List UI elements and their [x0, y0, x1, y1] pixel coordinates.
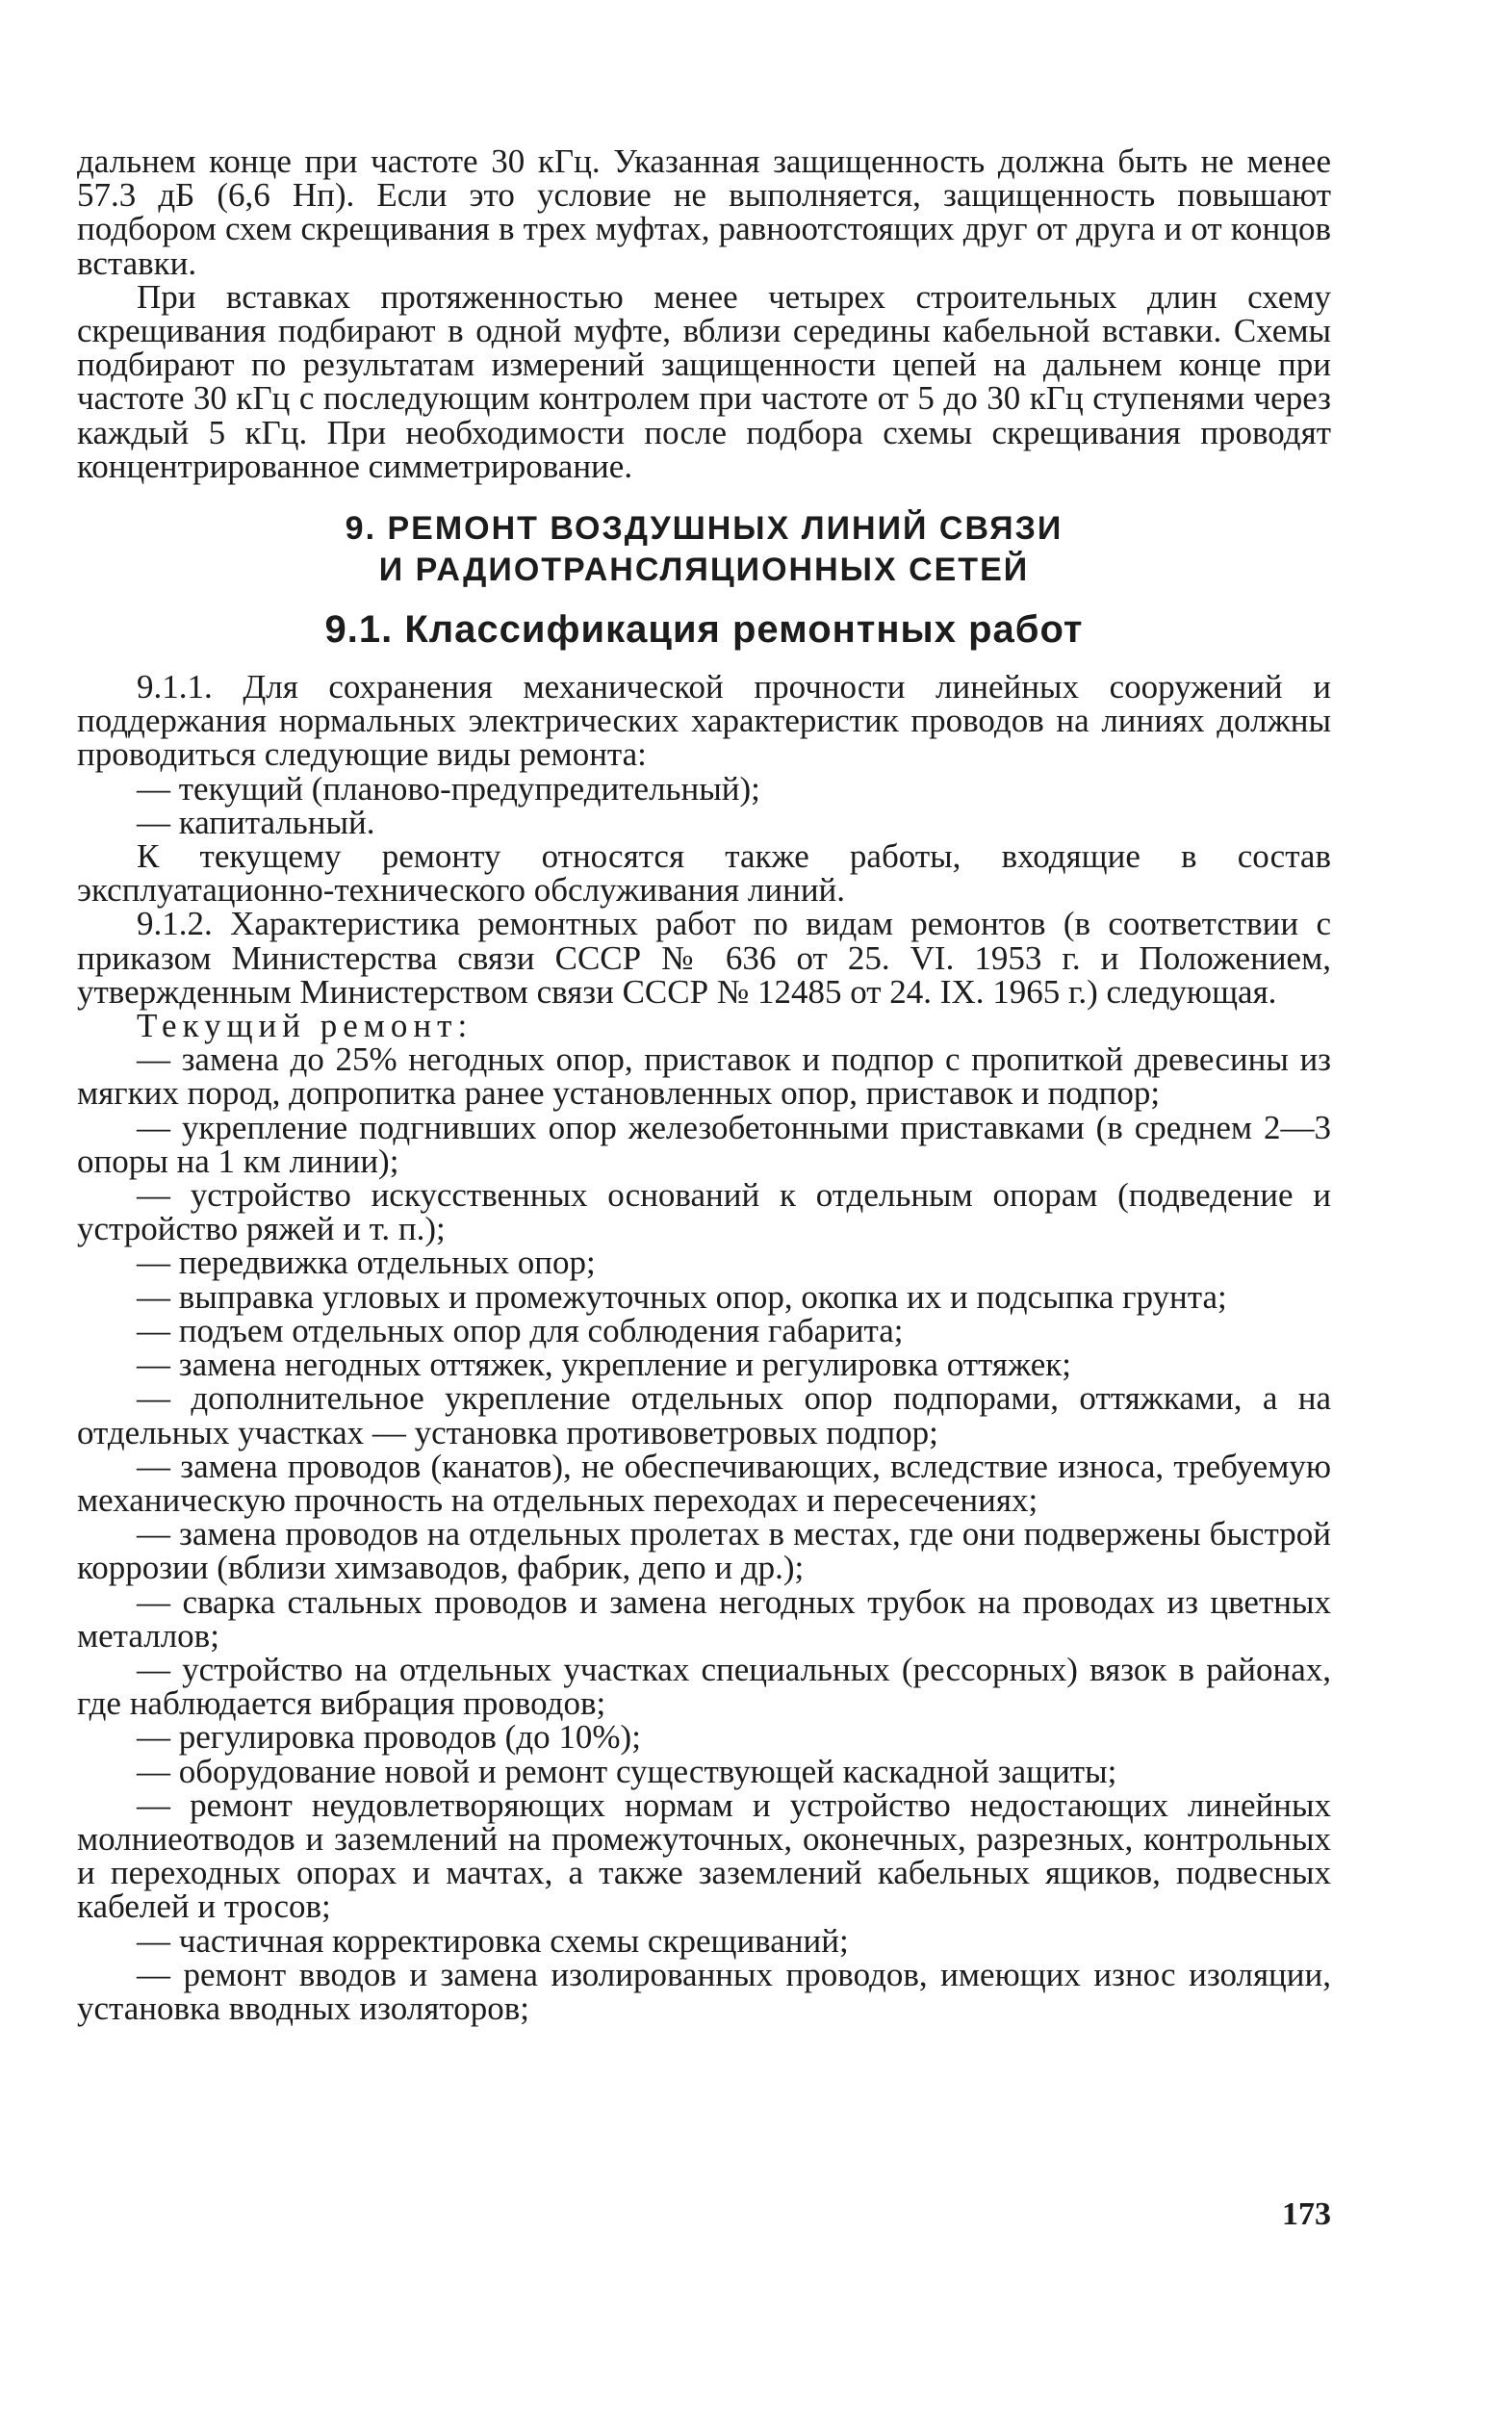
page-number: 173: [1282, 2196, 1331, 2232]
list-item: — ремонт неудовлетворяющих нормам и устройство недостающих линейных молниеотводов и заземлений на промежуточных, оконечных, разрезных, контрольных и переходных опорах и мачтах, а также заземлений кабельных ящиков, подвесных кабелей и тросов;: [77, 1785, 1331, 1926]
list-item: — дополнительное укрепление отдельных опор подпорами, оттяжками, а на отдельных участках — установка противоветровых подпор;: [77, 1379, 1331, 1451]
paragraph-current-repair-includes: К текущему ремонту относятся также работы, входящие в состав эксплуатационно-технического обслуживания линий.: [77, 837, 1331, 910]
section-title: [77, 508, 1331, 591]
section-title-line-1: 9. РЕМОНТ ВОЗДУШНЫХ ЛИНИЙ СВЯЗИ: [345, 510, 1064, 548]
list-item: — выправка угловых и промежуточных опор, окопка их и подсыпка грунта;: [137, 1277, 1227, 1316]
list-item: — устройство искусственных оснований к отдельным опорам (подведение и устройство ряжей и т. п.);: [77, 1176, 1331, 1248]
section-title-line-2: И РАДИОТРАНСЛЯЦИОННЫХ СЕТЕЙ: [378, 552, 1030, 589]
subsection-title: 9.1. Классификация ремонтных работ: [324, 608, 1084, 652]
list-item: — замена проводов (канатов), не обеспечивающих, вследствие износа, требуемую механическую прочность на отдельных переходах и пересечениях;: [77, 1447, 1331, 1519]
list-item: — частичная корректировка схемы скрещиваний;: [137, 1921, 849, 1960]
list-item: — сварка стальных проводов и замена негодных трубок на проводах из цветных металлов;: [77, 1582, 1331, 1655]
list-item-repair-type-current: — текущий (планово-предупредительный);: [137, 769, 760, 808]
list-item: — устройство на отдельных участках специальных (рессорных) вязок в районах, где наблюдается вибрация проводов;: [77, 1650, 1331, 1723]
list-item: — замена до 25% негодных опор, приставок и подпор с пропиткой древесины из мягких пород, допропитка ранее установленных опор, приставок и подпор;: [77, 1040, 1331, 1113]
current-repair-list: [77, 1042, 1331, 2025]
list-item: — регулировка проводов (до 10%);: [137, 1718, 641, 1757]
paragraph-9-1-1: 9.1.1. Для сохранения механической прочности линейных сооружений и поддержания нормальных электрических характеристик проводов на линиях должны проводиться следующие виды ремонта:: [77, 668, 1331, 774]
current-repair-label: Текущий ремонт:: [137, 1007, 474, 1045]
list-item: — передвижка отдельных опор;: [137, 1244, 596, 1282]
page-body: [77, 144, 1331, 2025]
paragraph-9-1-2: 9.1.2. Характеристика ремонтных работ по видам ремонтов (в соответствии с приказом Министерства связи СССР № 636 от 25. VI. 1953 г. и Положением, утвержденным Министерством связи СССР № 12485 от 24. IX. 1965 г.) следующая.: [77, 905, 1331, 1011]
list-item: — замена проводов на отдельных пролетах в местах, где они подвержены быстрой коррозии (вблизи химзаводов, фабрик, депо и др.);: [77, 1515, 1331, 1587]
list-item: — подъем отдельных опор для соблюдения габарита;: [137, 1311, 904, 1349]
list-item: — ремонт вводов и замена изолированных проводов, имеющих износ изоляции, установка вводных изоляторов;: [77, 1955, 1331, 2027]
paragraph-short-insertions: При вставках протяженностью менее четырех строительных длин схему скрещивания подбирают в одной муфте, вблизи середины кабельной вставки. Схемы подбирают по результатам измерений защищенности цепей на дальнем конце при частоте 30 кГц с последующим контролем при частоте от 5 до 30 кГц ступенями через каждый 5 кГц. При необходимости после подбора схемы скрещивания проводят концентрированное симметрирование.: [77, 277, 1331, 485]
list-item: — замена негодных оттяжек, укрепление и регулировка оттяжек;: [137, 1346, 1071, 1384]
paragraph-continuation: дальнем конце при частоте 30 кГц. Указанная защищенность должна быть не менее 57.3 дБ (6,6 Нп). Если это условие не выполняется, защищенность повышают подбором схем скрещивания в трех муфтах, равноотстоящих друг от друга и от концов вставки.: [77, 142, 1331, 282]
list-item: — оборудование новой и ремонт существующей каскадной защиты;: [137, 1752, 1117, 1790]
list-item-repair-type-capital: — капитальный.: [137, 803, 375, 841]
list-item: — укрепление подгнивших опор железобетонными приставками (в среднем 2—3 опоры на 1 км линии);: [77, 1108, 1331, 1180]
